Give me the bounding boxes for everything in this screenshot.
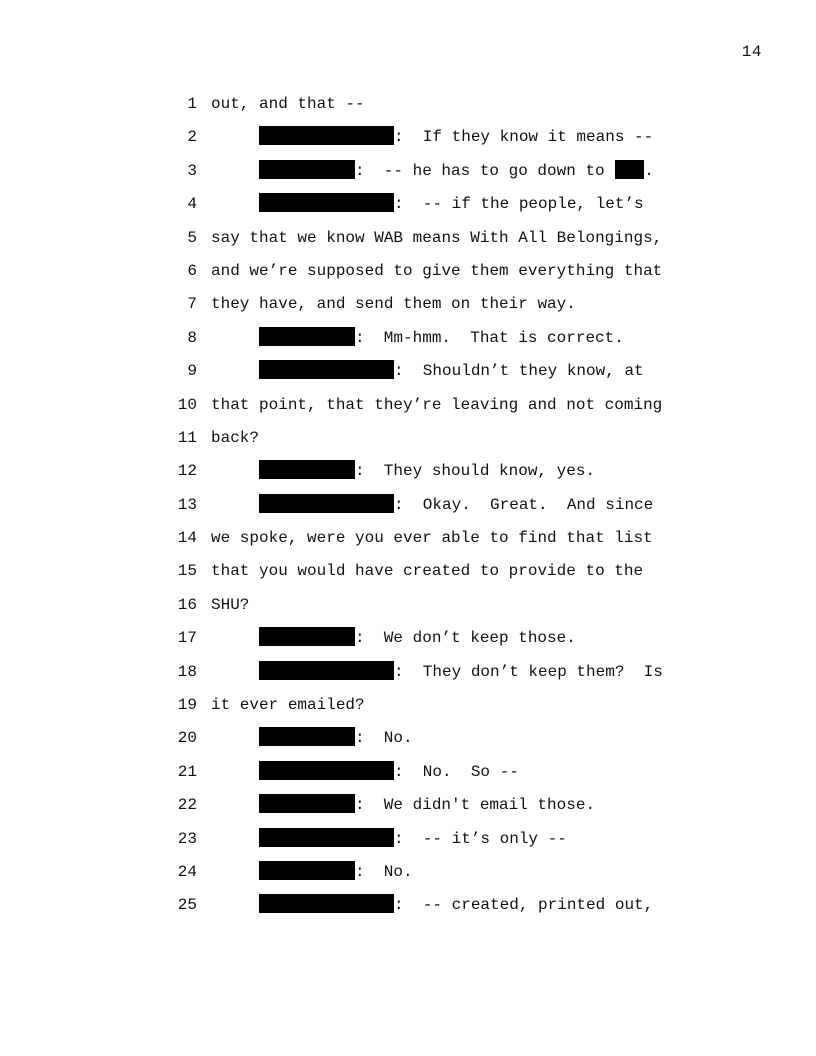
line-text: they have, and send them on their way. (211, 295, 576, 314)
speaker-turn (259, 493, 653, 517)
speaker-name-redaction (259, 727, 355, 746)
line-number: 7 (187, 295, 197, 314)
speaker-turn (259, 459, 595, 483)
speaker-text: : No. So -- (394, 762, 519, 781)
inline-redaction-suffix: . (644, 161, 654, 180)
transcript-line (0, 259, 816, 292)
speaker-text: : We don’t keep those. (355, 629, 576, 648)
line-number: 23 (177, 829, 197, 848)
speaker-text: : Shouldn’t they know, at (394, 362, 644, 381)
transcript-line (0, 393, 816, 426)
line-number: 11 (177, 428, 197, 447)
line-number: 17 (177, 629, 197, 648)
line-text: it ever emailed? (211, 696, 365, 715)
speaker-turn (259, 726, 413, 750)
page-number: 14 (741, 43, 762, 61)
speaker-text: : No. (355, 862, 413, 881)
speaker-text: : -- he has to go down to (355, 161, 615, 180)
transcript-line (0, 326, 816, 359)
speaker-name-redaction (259, 160, 355, 179)
speaker-name-redaction (259, 327, 355, 346)
speaker-turn (259, 793, 595, 817)
speaker-text: : We didn't email those. (355, 796, 596, 815)
speaker-turn (259, 860, 413, 884)
speaker-text: : -- if the people, let’s (394, 195, 644, 214)
speaker-turn (259, 660, 663, 684)
speaker-text: : -- created, printed out, (394, 896, 654, 915)
line-number: 2 (187, 128, 197, 147)
line-number: 24 (177, 862, 197, 881)
transcript-line (0, 559, 816, 592)
line-number: 20 (177, 729, 197, 748)
line-number: 4 (187, 195, 197, 214)
speaker-name-redaction (259, 761, 394, 780)
transcript-line (0, 860, 816, 893)
line-number: 8 (187, 328, 197, 347)
speaker-name-redaction (259, 794, 355, 813)
line-number: 25 (177, 896, 197, 915)
line-text: that you would have created to provide to the (211, 562, 644, 581)
speaker-name-redaction (259, 627, 355, 646)
transcript-line (0, 793, 816, 826)
speaker-turn (259, 125, 653, 149)
line-number: 13 (177, 495, 197, 514)
transcript-line (0, 426, 816, 459)
line-text: that point, that they’re leaving and not coming (211, 395, 663, 414)
speaker-text: : -- it’s only -- (394, 829, 567, 848)
speaker-turn (259, 159, 654, 183)
speaker-name-redaction (259, 894, 394, 913)
transcript-line (0, 760, 816, 793)
line-text: say that we know WAB means With All Belongings, (211, 228, 663, 247)
speaker-name-redaction (259, 861, 355, 880)
transcript-line (0, 626, 816, 659)
line-number: 1 (187, 95, 197, 113)
transcript-line (0, 493, 816, 526)
transcript-line (0, 359, 816, 392)
transcript-line (0, 292, 816, 325)
speaker-name-redaction (259, 494, 394, 513)
line-number: 16 (177, 595, 197, 614)
speaker-turn (259, 192, 644, 216)
speaker-text: : They don’t keep them? Is (394, 662, 663, 681)
line-number: 9 (187, 362, 197, 381)
transcript-line (0, 92, 816, 125)
line-text: and we’re supposed to give them everything that (211, 261, 663, 280)
line-number: 18 (177, 662, 197, 681)
transcript-body (0, 92, 816, 927)
transcript-line (0, 159, 816, 192)
transcript-line (0, 693, 816, 726)
line-text: back? (211, 428, 260, 447)
speaker-name-redaction (259, 193, 394, 212)
line-number: 22 (177, 796, 197, 815)
transcript-line (0, 593, 816, 626)
line-text: we spoke, were you ever able to find that list (211, 529, 653, 548)
transcript-line (0, 526, 816, 559)
transcript-line (0, 192, 816, 225)
line-number: 10 (177, 395, 197, 414)
speaker-turn (259, 326, 624, 350)
speaker-name-redaction (259, 460, 355, 479)
speaker-turn (259, 893, 653, 917)
speaker-text: : They should know, yes. (355, 462, 596, 481)
transcript-line (0, 125, 816, 158)
line-text: SHU? (211, 595, 250, 614)
transcript-line (0, 459, 816, 492)
line-number: 21 (177, 762, 197, 781)
transcript-line (0, 660, 816, 693)
line-number: 3 (187, 161, 197, 180)
speaker-name-redaction (259, 360, 394, 379)
speaker-name-redaction (259, 661, 394, 680)
transcript-line (0, 827, 816, 860)
line-number: 15 (177, 562, 197, 581)
line-number: 6 (187, 261, 197, 280)
line-text: out, and that -- (211, 95, 365, 113)
speaker-text: : Okay. Great. And since (394, 495, 654, 514)
line-number: 19 (177, 696, 197, 715)
transcript-line (0, 226, 816, 259)
line-number: 12 (177, 462, 197, 481)
speaker-turn (259, 359, 644, 383)
inline-redaction (615, 160, 644, 179)
speaker-text: : If they know it means -- (394, 128, 654, 147)
transcript-line (0, 893, 816, 926)
speaker-text: : Mm-hmm. That is correct. (355, 328, 624, 347)
line-number: 5 (187, 228, 197, 247)
speaker-name-redaction (259, 828, 394, 847)
speaker-text: : No. (355, 729, 413, 748)
line-number: 14 (177, 529, 197, 548)
speaker-name-redaction (259, 126, 394, 145)
speaker-turn (259, 827, 567, 851)
transcript-line (0, 726, 816, 759)
speaker-turn (259, 760, 519, 784)
speaker-turn (259, 626, 576, 650)
